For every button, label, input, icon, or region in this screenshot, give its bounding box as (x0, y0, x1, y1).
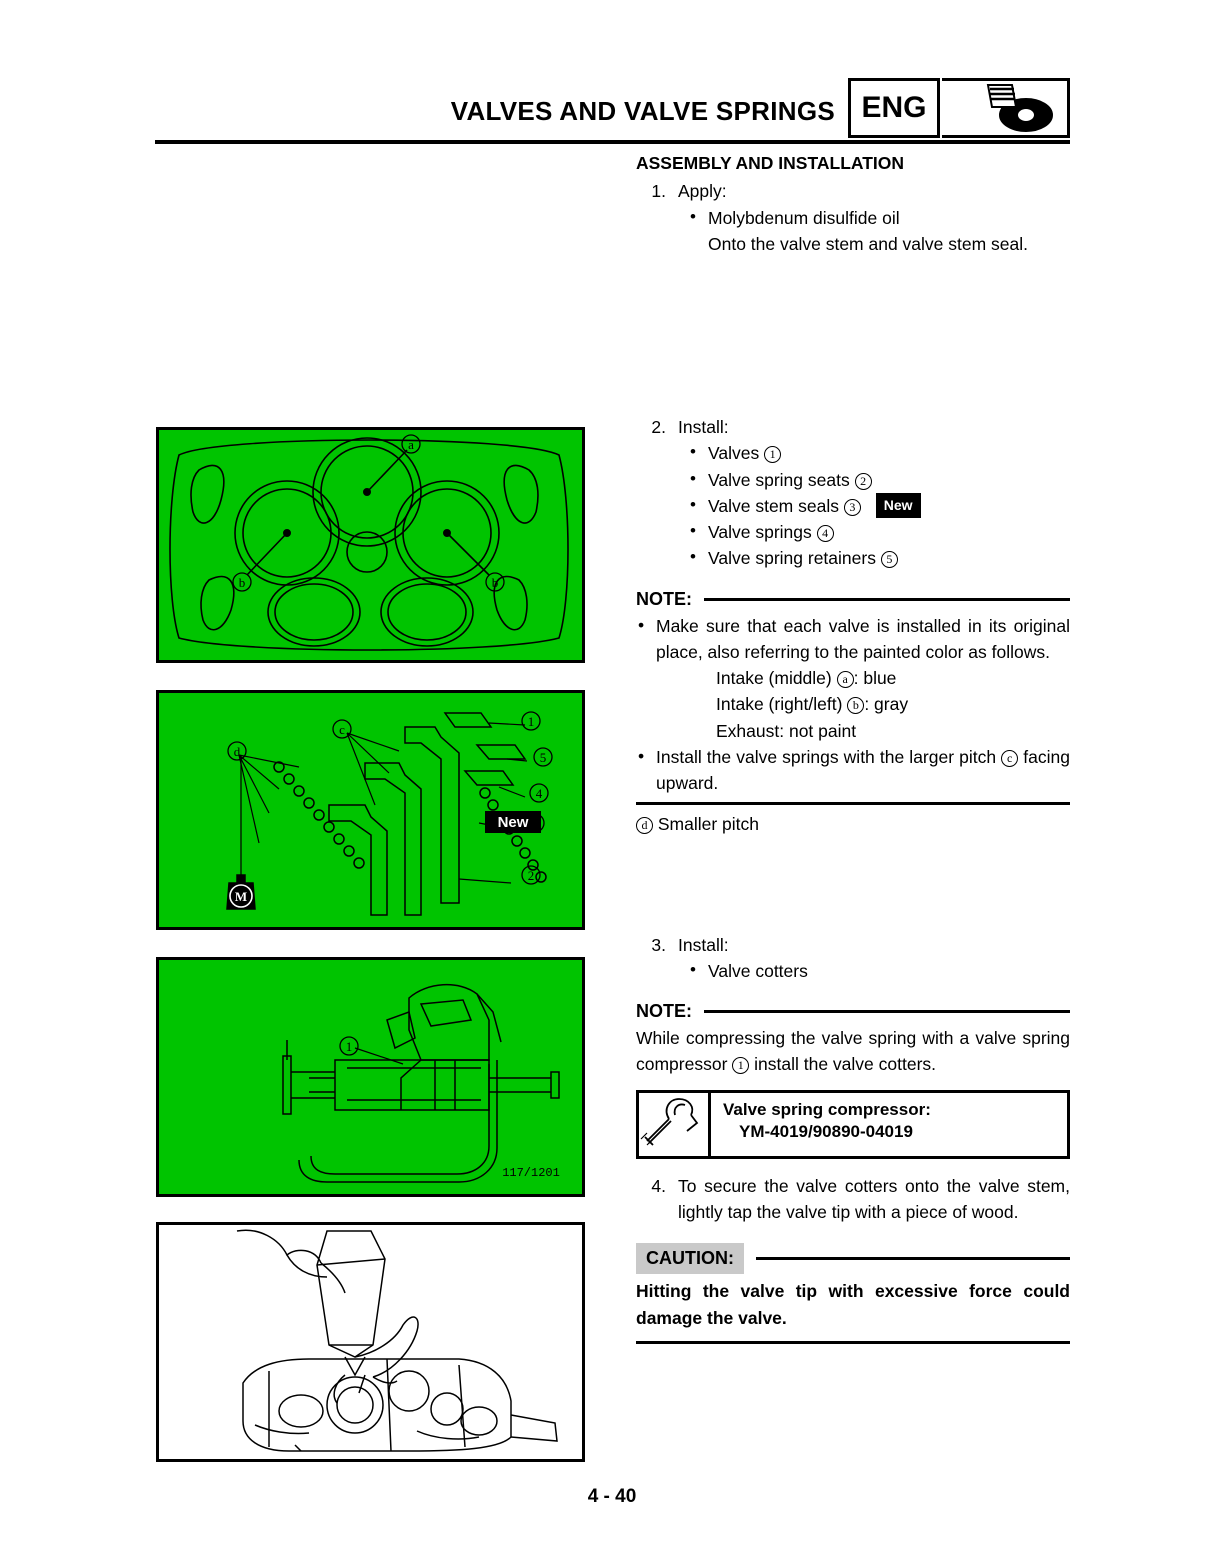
callout-ref: 5 (881, 551, 898, 568)
svg-text:New: New (497, 814, 529, 831)
special-tool-text (711, 1093, 1067, 1156)
note-label: NOTE: (636, 588, 692, 609)
note-header-1 (636, 586, 1070, 613)
callout-ref: 4 (817, 525, 834, 542)
callout-ref-c: c (1001, 750, 1018, 767)
note-1-bullet-1: • Make sure that each valve is installed in its original place, also referring to the painted color as follows. (636, 613, 1070, 666)
step-3 (636, 932, 1070, 958)
tapping-valve-tip-photo (156, 1222, 585, 1462)
install-item-valve-spring-retainers (682, 545, 1070, 571)
callout-ref-b: b (847, 697, 864, 714)
tool-part-number: YM-4019/90890-04019 (739, 1121, 913, 1141)
step-2-label: Install: (678, 417, 729, 437)
paint-color-intake-side: Intake (right/left) b : gray (716, 694, 909, 715)
note-header-2 (636, 998, 1070, 1025)
note-1-bottom-rule (636, 802, 1070, 805)
svg-text:a: a (408, 437, 414, 452)
step-3-number: 3. (651, 934, 666, 955)
tool-name: Valve spring compressor: (723, 1099, 931, 1119)
svg-text:5: 5 (539, 750, 547, 765)
svg-text:117/1201: 117/1201 (502, 1166, 560, 1180)
page-number: 4 - 40 (587, 1486, 637, 1507)
header-rule (155, 140, 1070, 144)
valve-spring-compressor-icon (639, 1093, 711, 1156)
legend-smaller-pitch: d Smaller pitch (636, 811, 1070, 837)
step-4 (636, 1173, 1070, 1226)
paint-color-exhaust: Exhaust: not paint (716, 720, 857, 741)
callout-ref: 3 (844, 499, 861, 516)
install-item-valves (682, 440, 1070, 466)
install-item-valve-springs (682, 519, 1070, 545)
valve-spring-compressor-tool-diagram (156, 957, 585, 1197)
page-footer (0, 1486, 1224, 1508)
step-1 (636, 178, 1070, 204)
eng-label: ENG (861, 91, 927, 124)
svg-text:1: 1 (345, 1039, 353, 1054)
section-title: ASSEMBLY AND INSTALLATION (636, 153, 905, 173)
eng-badge (848, 78, 940, 138)
install-item-label: Valves (708, 443, 760, 464)
new-part-badge: New (876, 493, 921, 518)
step-2 (636, 414, 1070, 440)
caution-rule (756, 1257, 1070, 1260)
svg-text:c: c (339, 722, 345, 737)
step-4-text: To secure the valve cotters onto the valve stem, lightly tap the valve tip with a piece of wood. (678, 1175, 1070, 1222)
note-label: NOTE: (636, 1001, 692, 1021)
page-header (155, 72, 1070, 144)
svg-text:2: 2 (527, 868, 535, 883)
install-item-label: Valve springs (708, 522, 812, 542)
callout-ref: 2 (855, 473, 872, 490)
page-title: VALVES AND VALVE SPRINGS (450, 96, 835, 126)
note-rule (704, 1010, 1070, 1013)
svg-text:M: M (234, 889, 248, 904)
caution-bottom-rule (636, 1341, 1070, 1344)
special-tool-box (636, 1090, 1070, 1159)
svg-text:1: 1 (527, 714, 535, 729)
svg-text:4: 4 (535, 786, 543, 801)
step-1-label: Apply: (678, 181, 727, 202)
step-2-number: 2. (651, 417, 666, 437)
callout-ref-a: a (837, 671, 854, 688)
install-item-valve-spring-seats (682, 467, 1070, 493)
step-3-label: Install: (678, 934, 729, 955)
callout-ref-d: d (636, 817, 653, 834)
note-1-bullet-2: • Install the valve springs with the larger pitch c facing upward. (636, 744, 1070, 797)
note-rule (704, 598, 1070, 601)
step-1-number: 1. (651, 181, 666, 202)
caution-label: CAUTION: (636, 1243, 744, 1274)
install-item-label: Valve spring retainers (708, 548, 876, 569)
engine-piston-icon (942, 78, 1070, 138)
step-3-bullet: • Valve cotters (682, 958, 1070, 984)
svg-text:d: d (233, 744, 241, 759)
paint-color-intake-middle: Intake (middle) a : blue (716, 668, 897, 688)
install-item-valve-stem-seals (682, 493, 1070, 519)
callout-ref: 1 (764, 446, 781, 463)
cylinder-head-valve-seats-diagram (156, 427, 585, 663)
callout-ref: 1 (732, 1057, 749, 1074)
valve-components-exploded-diagram (156, 690, 585, 930)
step-1-bullet: • Molybdenum disulfide oil (682, 205, 1070, 231)
instruction-column (636, 150, 1070, 1344)
step-4-number: 4. (651, 1175, 666, 1196)
caution-text: Hitting the valve tip with excessive force could damage the valve. (636, 1281, 1070, 1328)
step-1-detail: Onto the valve stem and valve stem seal. (708, 233, 1029, 254)
svg-text:b: b (491, 575, 499, 590)
install-item-label: Valve stem seals (708, 495, 839, 516)
install-item-label: Valve spring seats (708, 469, 850, 490)
svg-text:b: b (238, 575, 246, 590)
caution-header (636, 1243, 1070, 1274)
note-2-body: While compressing the valve spring with a valve spring compressor 1 install the valve cotters. (636, 1028, 1070, 1075)
